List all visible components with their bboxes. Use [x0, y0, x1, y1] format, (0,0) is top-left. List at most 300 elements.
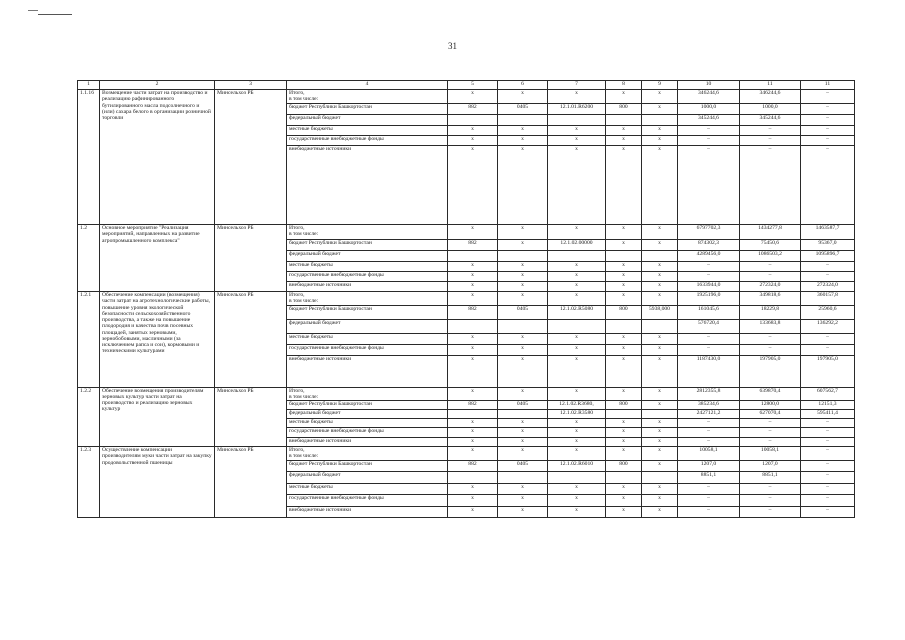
- value-cell-c9: х: [642, 428, 678, 438]
- value-cell-c5: [448, 251, 498, 262]
- value-cell-c6: 0405: [498, 460, 548, 471]
- value-cell-c11: 345244,6: [740, 115, 801, 126]
- value-cell-c8: х: [606, 262, 642, 272]
- value-cell-c8: х: [606, 355, 642, 387]
- value-cell-c8: х: [606, 333, 642, 344]
- value-cell-c9: х: [642, 447, 678, 461]
- value-cell-c10: –: [678, 136, 740, 146]
- value-cell-c11: –: [740, 419, 801, 428]
- value-cell-c12: –: [801, 115, 855, 126]
- value-cell-c10: –: [678, 506, 740, 517]
- value-cell-c12: 1463587,7: [801, 225, 855, 240]
- value-cell-c7: х: [548, 126, 606, 136]
- value-cell-c6: х: [498, 90, 548, 104]
- value-cell-c12: –: [801, 126, 855, 136]
- value-cell-c7: х: [548, 146, 606, 225]
- value-cell-c5: 882: [448, 104, 498, 115]
- value-cell-c7: х: [548, 447, 606, 461]
- value-cell-c11: –: [740, 146, 801, 225]
- value-cell-c6: х: [498, 146, 548, 225]
- value-cell-c9: х: [642, 460, 678, 471]
- value-cell-c10: 1633944,0: [678, 282, 740, 292]
- value-cell-c5: х: [448, 333, 498, 344]
- value-cell-c12: 607562,7: [801, 387, 855, 401]
- value-cell-c12: –: [801, 494, 855, 506]
- value-cell-c9: х: [642, 419, 678, 428]
- value-cell-c8: [606, 319, 642, 333]
- value-cell-c9: х: [642, 225, 678, 240]
- value-cell-c7: 12.1.02.R5080: [548, 305, 606, 319]
- item-executor: Минсельхоз РБ: [215, 292, 287, 388]
- value-cell-c8: х: [606, 506, 642, 517]
- value-cell-c7: 12.1.01.R6200: [548, 104, 606, 115]
- value-cell-c6: [498, 410, 548, 419]
- value-cell-c9: х: [642, 292, 678, 306]
- value-cell-c7: х: [548, 90, 606, 104]
- value-cell-c12: –: [801, 428, 855, 438]
- value-cell-c9: х: [642, 240, 678, 251]
- value-cell-c5: 882: [448, 305, 498, 319]
- value-cell-c9: х: [642, 401, 678, 410]
- funding-source: бюджет Республики Башкортостан: [287, 240, 448, 251]
- value-cell-c6: х: [498, 355, 548, 387]
- value-cell-c5: х: [448, 344, 498, 355]
- value-cell-c7: х: [548, 272, 606, 282]
- funding-source: федеральный бюджет: [287, 410, 448, 419]
- value-cell-c8: х: [606, 136, 642, 146]
- value-cell-c11: –: [740, 506, 801, 517]
- value-cell-c7: х: [548, 428, 606, 438]
- funding-source: бюджет Республики Башкортостан: [287, 104, 448, 115]
- value-cell-c12: –: [801, 419, 855, 428]
- value-cell-c11: 346244,6: [740, 90, 801, 104]
- value-cell-c11: –: [740, 262, 801, 272]
- column-header: 6: [498, 81, 548, 90]
- value-cell-c10: 346244,6: [678, 90, 740, 104]
- funding-source: государственные внебюджетные фонды: [287, 494, 448, 506]
- value-cell-c12: –: [801, 136, 855, 146]
- value-cell-c5: х: [448, 447, 498, 461]
- value-cell-c8: х: [606, 225, 642, 240]
- value-cell-c5: х: [448, 506, 498, 517]
- value-cell-c6: х: [498, 136, 548, 146]
- value-cell-c5: х: [448, 387, 498, 401]
- value-cell-c11: 133683,8: [740, 319, 801, 333]
- funding-source: внебюджетные источники: [287, 146, 448, 225]
- funding-source: федеральный бюджет: [287, 319, 448, 333]
- value-cell-c10: –: [678, 262, 740, 272]
- value-cell-c5: х: [448, 282, 498, 292]
- budget-table: [77, 80, 855, 518]
- value-cell-c10: 2427121,2: [678, 410, 740, 419]
- column-header: 7: [548, 81, 606, 90]
- value-cell-c11: –: [740, 428, 801, 438]
- value-cell-c5: 882: [448, 240, 498, 251]
- value-cell-c8: 800: [606, 305, 642, 319]
- value-cell-c8: [606, 471, 642, 483]
- header-row: [78, 81, 855, 90]
- value-cell-c12: –: [801, 344, 855, 355]
- value-cell-c11: 18229,8: [740, 305, 801, 319]
- value-cell-c6: 0405: [498, 401, 548, 410]
- value-cell-c9: х: [642, 483, 678, 494]
- column-header: 2: [100, 81, 215, 90]
- value-cell-c10: 8851,1: [678, 471, 740, 483]
- value-cell-c8: [606, 115, 642, 126]
- column-header: 10: [678, 81, 740, 90]
- value-cell-c11: 272324,0: [740, 282, 801, 292]
- value-cell-c5: 882: [448, 401, 498, 410]
- funding-source: местные бюджеты: [287, 262, 448, 272]
- value-cell-c11: –: [740, 272, 801, 282]
- value-cell-c8: х: [606, 428, 642, 438]
- value-cell-c11: 10058,1: [740, 447, 801, 461]
- value-cell-c7: х: [548, 494, 606, 506]
- table-row: [78, 447, 855, 461]
- value-cell-c5: х: [448, 136, 498, 146]
- value-cell-c8: х: [606, 483, 642, 494]
- value-cell-c9: х: [642, 344, 678, 355]
- value-cell-c9: 5938,000: [642, 305, 678, 319]
- value-cell-c12: 272324,0: [801, 282, 855, 292]
- funding-source: внебюджетные источники: [287, 506, 448, 517]
- value-cell-c7: [548, 251, 606, 262]
- value-cell-c8: х: [606, 387, 642, 401]
- item-name: Осуществление компенсации производителям муки части затрат на закупку продовольственной пшеницы: [100, 447, 215, 518]
- value-cell-c6: х: [498, 333, 548, 344]
- value-cell-c10: –: [678, 494, 740, 506]
- value-cell-c10: –: [678, 333, 740, 344]
- table-row: [78, 292, 855, 306]
- value-cell-c9: [642, 251, 678, 262]
- item-number: 1.1.16: [78, 90, 100, 225]
- value-cell-c10: 1000,0: [678, 104, 740, 115]
- value-cell-c5: 882: [448, 460, 498, 471]
- value-cell-c8: 800: [606, 104, 642, 115]
- value-cell-c10: 2812355,8: [678, 387, 740, 401]
- value-cell-c5: х: [448, 438, 498, 447]
- value-cell-c8: х: [606, 438, 642, 447]
- value-cell-c12: –: [801, 333, 855, 344]
- value-cell-c6: х: [498, 225, 548, 240]
- value-cell-c8: х: [606, 292, 642, 306]
- value-cell-c9: х: [642, 90, 678, 104]
- item-executor: Минсельхоз РБ: [215, 387, 287, 447]
- value-cell-c10: 345244,6: [678, 115, 740, 126]
- funding-source: бюджет Республики Башкортостан: [287, 460, 448, 471]
- value-cell-c12: –: [801, 506, 855, 517]
- item-number: 1.2: [78, 225, 100, 292]
- value-cell-c11: 12800,0: [740, 401, 801, 410]
- value-cell-c10: –: [678, 146, 740, 225]
- value-cell-c9: [642, 410, 678, 419]
- funding-source: внебюджетные источники: [287, 282, 448, 292]
- value-cell-c7: х: [548, 136, 606, 146]
- column-header: 9: [642, 81, 678, 90]
- value-cell-c10: 6797702,3: [678, 225, 740, 240]
- value-cell-c6: х: [498, 292, 548, 306]
- value-cell-c5: [448, 471, 498, 483]
- value-cell-c11: 1434277,8: [740, 225, 801, 240]
- value-cell-c12: –: [801, 90, 855, 104]
- value-cell-c6: х: [498, 126, 548, 136]
- value-cell-c6: х: [498, 483, 548, 494]
- value-cell-c5: х: [448, 90, 498, 104]
- value-cell-c6: [498, 471, 548, 483]
- value-cell-c11: –: [740, 136, 801, 146]
- value-cell-c7: х: [548, 483, 606, 494]
- item-executor: Минсельхоз РБ: [215, 225, 287, 292]
- value-cell-c12: 136292,2: [801, 319, 855, 333]
- value-cell-c9: [642, 471, 678, 483]
- value-cell-c11: 1207,0: [740, 460, 801, 471]
- column-header: 11: [740, 81, 801, 90]
- item-name: Возмещение части затрат на производство и реализацию рафинированного бутилированного масла подсолнечного и (или) сахара белого в организации розничной торговли: [100, 90, 215, 225]
- value-cell-c6: [498, 251, 548, 262]
- value-cell-c9: [642, 115, 678, 126]
- value-cell-c6: х: [498, 447, 548, 461]
- value-cell-c8: х: [606, 282, 642, 292]
- value-cell-c12: 197905,0: [801, 355, 855, 387]
- value-cell-c8: х: [606, 240, 642, 251]
- value-cell-c6: х: [498, 387, 548, 401]
- value-cell-c12: –: [801, 272, 855, 282]
- value-cell-c10: 1187430,0: [678, 355, 740, 387]
- item-executor: Минсельхоз РБ: [215, 447, 287, 518]
- value-cell-c9: х: [642, 104, 678, 115]
- value-cell-c6: х: [498, 262, 548, 272]
- value-cell-c7: 12.1.02.R3580: [548, 410, 606, 419]
- value-cell-c5: х: [448, 225, 498, 240]
- value-cell-c12: –: [801, 460, 855, 471]
- value-cell-c9: х: [642, 146, 678, 225]
- value-cell-c8: [606, 410, 642, 419]
- value-cell-c5: х: [448, 355, 498, 387]
- value-cell-c7: х: [548, 333, 606, 344]
- value-cell-c6: х: [498, 272, 548, 282]
- value-cell-c8: 800: [606, 460, 642, 471]
- value-cell-c8: [606, 251, 642, 262]
- value-cell-c7: [548, 471, 606, 483]
- value-cell-c11: 627070,4: [740, 410, 801, 419]
- value-cell-c12: –: [801, 104, 855, 115]
- table-row: [78, 387, 855, 401]
- value-cell-c11: –: [740, 494, 801, 506]
- funding-source: Итого, в том числе:: [287, 90, 448, 104]
- column-header: 5: [448, 81, 498, 90]
- value-cell-c6: [498, 115, 548, 126]
- value-cell-c7: [548, 319, 606, 333]
- funding-source: федеральный бюджет: [287, 115, 448, 126]
- funding-source: местные бюджеты: [287, 333, 448, 344]
- scan-mark: [28, 10, 38, 11]
- value-cell-c5: х: [448, 292, 498, 306]
- funding-source: федеральный бюджет: [287, 471, 448, 483]
- value-cell-c8: 800: [606, 401, 642, 410]
- funding-source: бюджет Республики Башкортостан: [287, 401, 448, 410]
- value-cell-c11: –: [740, 344, 801, 355]
- value-cell-c9: [642, 319, 678, 333]
- funding-source: государственные внебюджетные фонды: [287, 428, 448, 438]
- value-cell-c9: х: [642, 136, 678, 146]
- value-cell-c9: х: [642, 126, 678, 136]
- value-cell-c10: 385234,6: [678, 401, 740, 410]
- value-cell-c12: –: [801, 483, 855, 494]
- item-number: 1.2.3: [78, 447, 100, 518]
- value-cell-c6: [498, 319, 548, 333]
- value-cell-c12: –: [801, 447, 855, 461]
- value-cell-c12: 95367,0: [801, 240, 855, 251]
- value-cell-c11: 75450,6: [740, 240, 801, 251]
- value-cell-c12: –: [801, 262, 855, 272]
- value-cell-c10: 10058,1: [678, 447, 740, 461]
- funding-source: местные бюджеты: [287, 419, 448, 428]
- value-cell-c10: 576720,4: [678, 319, 740, 333]
- value-cell-c10: –: [678, 483, 740, 494]
- value-cell-c7: х: [548, 438, 606, 447]
- value-cell-c5: [448, 115, 498, 126]
- funding-source: государственные внебюджетные фонды: [287, 272, 448, 282]
- value-cell-c6: х: [498, 344, 548, 355]
- value-cell-c6: 0405: [498, 104, 548, 115]
- value-cell-c11: 197905,0: [740, 355, 801, 387]
- value-cell-c7: х: [548, 355, 606, 387]
- value-cell-c10: –: [678, 438, 740, 447]
- value-cell-c12: 25960,6: [801, 305, 855, 319]
- value-cell-c6: х: [498, 506, 548, 517]
- column-header: 4: [287, 81, 448, 90]
- value-cell-c8: х: [606, 90, 642, 104]
- value-cell-c9: х: [642, 355, 678, 387]
- page-number: 31: [448, 41, 457, 51]
- value-cell-c8: х: [606, 146, 642, 225]
- value-cell-c8: х: [606, 344, 642, 355]
- value-cell-c5: х: [448, 262, 498, 272]
- value-cell-c7: 12.1.02.R3680,: [548, 401, 606, 410]
- item-number: 1.2.2: [78, 387, 100, 447]
- value-cell-c6: х: [498, 428, 548, 438]
- value-cell-c10: –: [678, 419, 740, 428]
- value-cell-c5: [448, 319, 498, 333]
- scan-mark: [38, 14, 72, 15]
- funding-source: внебюджетные источники: [287, 438, 448, 447]
- table-body: [78, 81, 855, 518]
- value-cell-c10: 1925196,0: [678, 292, 740, 306]
- value-cell-c10: –: [678, 272, 740, 282]
- funding-source: бюджет Республики Башкортостан: [287, 305, 448, 319]
- value-cell-c12: 595411,4: [801, 410, 855, 419]
- funding-source: местные бюджеты: [287, 483, 448, 494]
- value-cell-c10: 1207,0: [678, 460, 740, 471]
- funding-source: Итого, в том числе:: [287, 387, 448, 401]
- column-header: 3: [215, 81, 287, 90]
- value-cell-c5: [448, 410, 498, 419]
- value-cell-c10: 161045,6: [678, 305, 740, 319]
- value-cell-c12: 12151,3: [801, 401, 855, 410]
- value-cell-c11: 349818,6: [740, 292, 801, 306]
- value-cell-c9: х: [642, 282, 678, 292]
- item-name: Обеспечение компенсации (возмещения) части затрат на агротехнологические работы, повышение уровня экологической безопасности сельскохозяйственного производства, а также на повышение плодородия и качества почв посевных площадей, занятых зерновыми, зернобобовыми, масличными (за исключением рапса и сои), кормовыми и техническими культурами: [100, 292, 215, 388]
- item-name: Основное мероприятие "Реализация мероприятий, направленных на развитие агропромышленного комплекса": [100, 225, 215, 292]
- value-cell-c8: х: [606, 126, 642, 136]
- value-cell-c7: х: [548, 344, 606, 355]
- table-row: [78, 90, 855, 104]
- value-cell-c6: х: [498, 419, 548, 428]
- value-cell-c5: х: [448, 146, 498, 225]
- column-header: 11: [801, 81, 855, 90]
- value-cell-c6: х: [498, 494, 548, 506]
- funding-source: внебюджетные источники: [287, 355, 448, 387]
- value-cell-c5: х: [448, 494, 498, 506]
- value-cell-c5: х: [448, 126, 498, 136]
- value-cell-c11: –: [740, 333, 801, 344]
- funding-source: Итого, в том числе:: [287, 225, 448, 240]
- value-cell-c11: 639870,4: [740, 387, 801, 401]
- value-cell-c9: х: [642, 387, 678, 401]
- funding-source: государственные внебюджетные фонды: [287, 344, 448, 355]
- value-cell-c11: 1000,0: [740, 104, 801, 115]
- value-cell-c12: 1095896,7: [801, 251, 855, 262]
- value-cell-c11: –: [740, 483, 801, 494]
- value-cell-c12: 360157,8: [801, 292, 855, 306]
- value-cell-c5: х: [448, 272, 498, 282]
- item-number: 1.2.1: [78, 292, 100, 388]
- value-cell-c8: х: [606, 494, 642, 506]
- value-cell-c10: –: [678, 344, 740, 355]
- value-cell-c10: –: [678, 428, 740, 438]
- value-cell-c11: –: [740, 438, 801, 447]
- value-cell-c6: х: [498, 282, 548, 292]
- value-cell-c9: х: [642, 438, 678, 447]
- value-cell-c12: –: [801, 438, 855, 447]
- value-cell-c6: х: [498, 240, 548, 251]
- funding-source: государственные внебюджетные фонды: [287, 136, 448, 146]
- column-header: 8: [606, 81, 642, 90]
- value-cell-c7: х: [548, 292, 606, 306]
- value-cell-c11: 8851,1: [740, 471, 801, 483]
- value-cell-c7: х: [548, 387, 606, 401]
- value-cell-c7: х: [548, 262, 606, 272]
- value-cell-c7: 12.1.02.00000: [548, 240, 606, 251]
- value-cell-c8: х: [606, 447, 642, 461]
- value-cell-c11: 1086503,2: [740, 251, 801, 262]
- funding-source: Итого, в том числе:: [287, 447, 448, 461]
- item-executor: Минсельхоз РБ: [215, 90, 287, 225]
- value-cell-c12: –: [801, 471, 855, 483]
- value-cell-c8: х: [606, 419, 642, 428]
- value-cell-c10: 4289456,0: [678, 251, 740, 262]
- value-cell-c9: х: [642, 272, 678, 282]
- value-cell-c7: х: [548, 282, 606, 292]
- column-header: 1: [78, 81, 100, 90]
- value-cell-c7: [548, 115, 606, 126]
- value-cell-c6: х: [498, 438, 548, 447]
- value-cell-c6: 0405: [498, 305, 548, 319]
- value-cell-c5: х: [448, 483, 498, 494]
- value-cell-c5: х: [448, 428, 498, 438]
- value-cell-c5: х: [448, 419, 498, 428]
- funding-source: Итого, в том числе:: [287, 292, 448, 306]
- value-cell-c7: х: [548, 506, 606, 517]
- value-cell-c9: х: [642, 494, 678, 506]
- value-cell-c9: х: [642, 262, 678, 272]
- value-cell-c9: х: [642, 506, 678, 517]
- value-cell-c7: х: [548, 225, 606, 240]
- value-cell-c9: х: [642, 333, 678, 344]
- funding-source: федеральный бюджет: [287, 251, 448, 262]
- value-cell-c7: 12.1.02.R6010: [548, 460, 606, 471]
- value-cell-c8: х: [606, 272, 642, 282]
